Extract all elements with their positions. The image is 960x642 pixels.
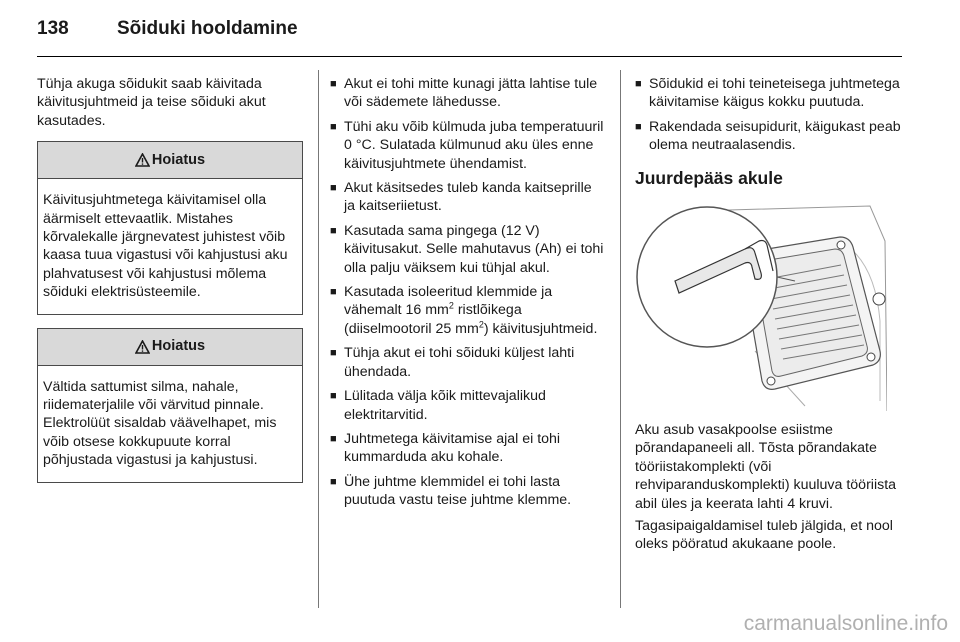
list-item-cable-spec: ■ Kasutada isoleeritud klemmide ja vähemalt 16 $mm^2$ ristlõikega (diiselmootoril 25 $mm^2$) käivitusjuhtmeid. bbox=[330, 283, 605, 338]
column-1 bbox=[37, 75, 303, 496]
header-divider bbox=[37, 56, 902, 57]
column-divider-1 bbox=[318, 70, 319, 608]
precautions-list-continued bbox=[635, 75, 905, 155]
list-item: ■ Ühe juhtme klemmidel ei tohi lasta puutuda vastu teise juhtme klemme. bbox=[330, 473, 605, 510]
warning-box-1 bbox=[37, 141, 303, 314]
list-item: ■ Akut ei tohi mitte kunagi jätta lahtise tule või sädemete lähedusse. bbox=[330, 75, 605, 112]
battery-access-illustration bbox=[635, 201, 887, 411]
warning-triangle-icon bbox=[135, 153, 150, 167]
warning-title: Hoiatus bbox=[151, 152, 206, 169]
paragraph: Aku asub vasakpoolse esiistme põrandapaneeli all. Tõsta põrandakate tööriistakomplekti (või rehviparanduskomplekti) kuuluva tööriista abil üles ja keerata lahti 4 kruvi. bbox=[635, 422, 897, 512]
warning-text: Vältida sattumist silma, nahale, riidematerjalile või värvitud pinnale. Elektrolüüt sisaldab väävelhapet, mis võib otsese kokkupuute korral põhjustada vigastusi ja kahjustusi. bbox=[43, 378, 277, 469]
column-3 bbox=[635, 75, 905, 558]
warning-box-2 bbox=[37, 328, 303, 483]
list-item: ■ Lülitada välja kõik mittevajalikud elektritarvitid. bbox=[330, 387, 605, 424]
warning-title: Hoiatus bbox=[151, 338, 206, 355]
page-number: 138 bbox=[37, 18, 69, 39]
warning-text: Käivitusjuhtmetega käivitamisel olla äärmiselt ettevaatlik. Mistahes kõrvalekalle järgnevatest juhistest võib kaasa tuua vigastusi või kahjustusi aku plahvatusest või kahjustusi mõlema sõiduki elektrisüsteemile. bbox=[43, 192, 288, 301]
floor-panel-drawing bbox=[635, 201, 887, 411]
intro-paragraph: Tühja akuga sõidukit saab käivitada käivitusjuhtmeid ja teise sõiduki akut kasutades. bbox=[37, 76, 266, 129]
list-item: ■ Kasutada sama pingega (12 V) käivitusakut. Selle mahutavus (Ah) ei tohi olla palju väiksem kui tühjal akul. bbox=[330, 222, 605, 277]
column-divider-2 bbox=[620, 70, 621, 608]
section-heading: Juurdepääs akule bbox=[635, 167, 783, 188]
list-item: ■ Akut käsitsedes tuleb kanda kaitseprille ja kaitseriietust. bbox=[330, 179, 605, 216]
list-item: ■ Juhtmetega käivitamise ajal ei tohi kummarduda aku kohale. bbox=[330, 430, 605, 467]
page-title: Sõiduki hooldamine bbox=[117, 18, 298, 39]
precautions-list bbox=[330, 75, 605, 510]
paragraph: Tagasipaigaldamisel tuleb jälgida, et nool oleks pööratud akukaane poole. bbox=[635, 518, 893, 553]
column-2 bbox=[330, 75, 605, 516]
warning-triangle-icon bbox=[135, 340, 150, 354]
list-item: ■ Tühja akut ei tohi sõiduki küljest lahti ühendada. bbox=[330, 344, 605, 381]
page-header bbox=[37, 18, 298, 48]
list-item: ■ Tühi aku võib külmuda juba temperatuuril 0 °C. Sulatada külmunud aku üles enne käivitusjuhtmete ühendamist. bbox=[330, 118, 605, 173]
list-item: ■ Rakendada seisupidurit, käigukast peab olema neutraalasendis. bbox=[635, 118, 905, 155]
warning-header bbox=[38, 142, 302, 179]
list-item: ■ Sõidukid ei tohi teineteisega juhtmetega käivitamise käigus kokku puutuda. bbox=[635, 75, 905, 112]
warning-header bbox=[38, 329, 302, 366]
battery-access-description bbox=[635, 421, 905, 554]
watermark: carmanualsonline.info bbox=[743, 612, 948, 635]
